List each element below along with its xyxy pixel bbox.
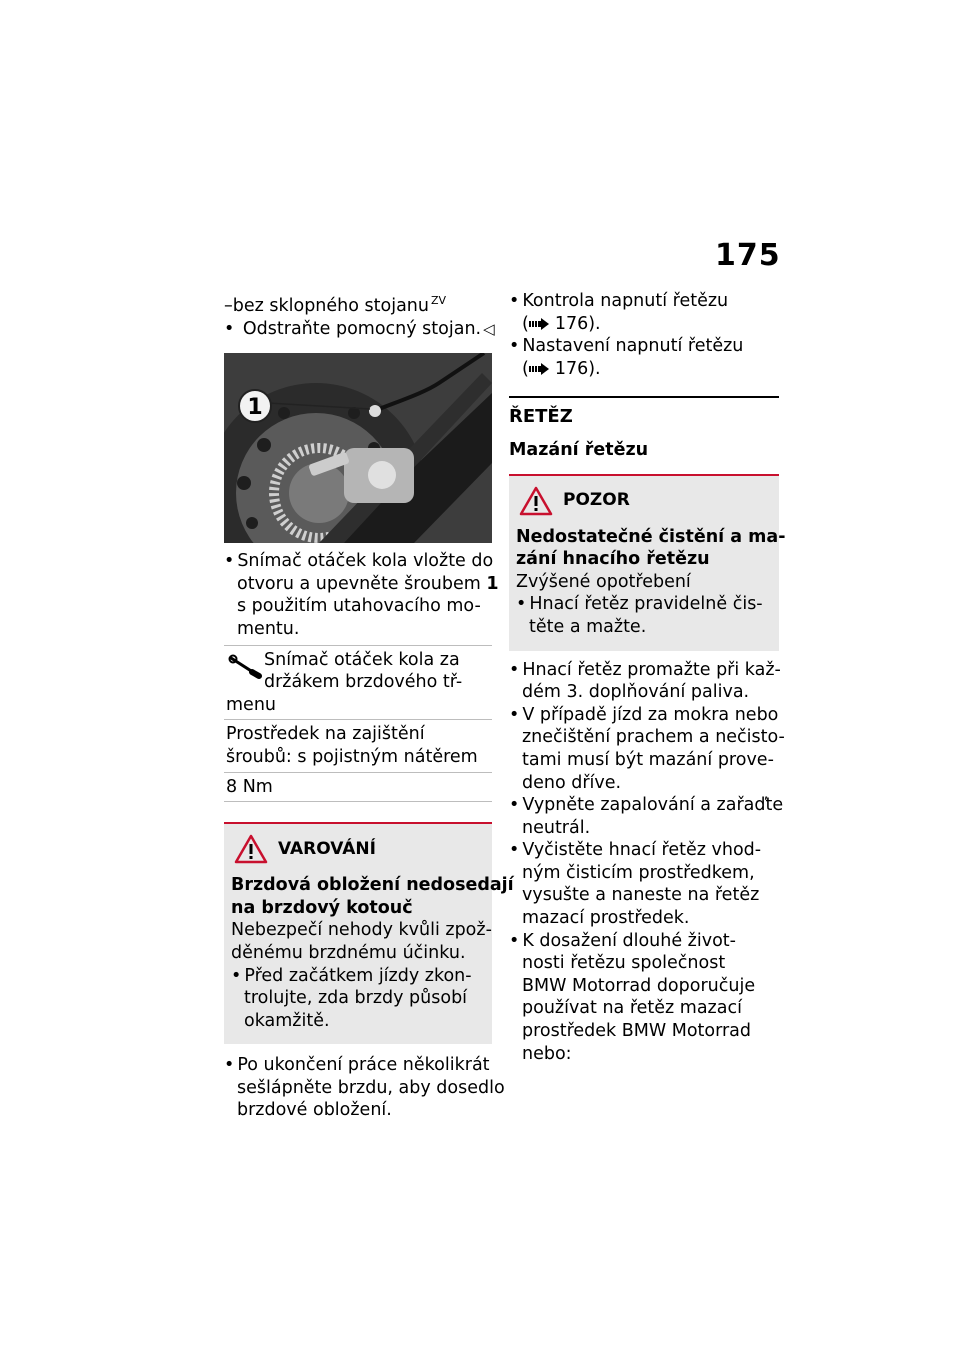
- page-ref-arrow-icon: [529, 363, 549, 375]
- intro-dash-text: –bez sklopného stojanu: [224, 296, 429, 316]
- callout-ref-1: 1: [486, 573, 499, 594]
- warning-heading: Brzdová obložení nedosedají: [231, 875, 514, 896]
- torque-location-line: Snímač otáček kola za: [264, 649, 460, 670]
- page-ref[interactable]: 176).: [554, 313, 601, 334]
- subsection-title: Mazání řetězu: [509, 439, 649, 460]
- warning-text: Nebezpečí nehody kvůli zpož-: [231, 920, 492, 941]
- page-number: 175: [715, 238, 781, 273]
- paren-open: (: [522, 313, 529, 334]
- torque-wrench-icon: [228, 654, 262, 682]
- caution-triangle-icon: [519, 486, 553, 516]
- adjust-ref: [509, 358, 779, 381]
- warning-triangle-icon: [234, 834, 268, 864]
- warning-text: děnému brzdnému účinku.: [231, 942, 466, 963]
- step-line: prostředek BMW Motorrad: [522, 1021, 752, 1042]
- check-chain-tension: • Kontrola napnutí řetězu: [509, 290, 779, 313]
- warning-bullet: • Před začátkem jízdy zkon-: [231, 965, 486, 988]
- torque-location-line: menu: [226, 694, 276, 715]
- sensor-line: mentu.: [237, 618, 300, 639]
- step-line: tami musí být mazání prove-: [522, 749, 774, 770]
- sensor-line-text: otvoru a upevněte šroubem: [237, 573, 481, 594]
- check-ref: [509, 313, 779, 336]
- step-line: • Hnací řetěz promažte při kaž-: [509, 659, 779, 682]
- wheel-sensor-illustration: [224, 353, 492, 543]
- step-line: • K dosažení dlouhé život-: [509, 930, 779, 953]
- page-ref-arrow-icon: [529, 318, 549, 330]
- page-ref[interactable]: 176).: [554, 358, 601, 379]
- step-line: používat na řetěz mazací: [522, 998, 742, 1019]
- step-line: • Vypněte zapalování a zařaďte: [509, 794, 779, 817]
- step-line: mazací prostředek.: [522, 908, 690, 929]
- sensor-line: • Snímač otáček kola vložte do: [224, 550, 492, 573]
- step-line: nebo:: [522, 1043, 572, 1064]
- intro-dash-line: [224, 290, 492, 318]
- adjust-chain-tension: • Nastavení napnutí řetězu: [509, 335, 779, 358]
- caution-title: POZOR: [563, 490, 630, 511]
- warning-header: [234, 834, 486, 864]
- step-line: ným čisticím prostředkem,: [522, 862, 755, 883]
- caution-heading: zání hnacího řetězu: [516, 549, 710, 570]
- caution-text: Zvýšené opotřebení: [516, 571, 691, 592]
- section-divider: [509, 396, 779, 398]
- torque-row-location: [224, 646, 492, 721]
- bullet-stand-text: Odstraňte pomocný stojan.: [242, 318, 482, 339]
- section-title: ŘETĚZ: [509, 406, 573, 428]
- caution-box: [509, 474, 786, 651]
- step-line: neutrál.: [522, 817, 591, 838]
- caution-bullet: těte a mažte.: [529, 616, 647, 637]
- torque-value: 8 Nm: [226, 776, 273, 797]
- warning-title: VAROVÁNÍ: [278, 838, 376, 859]
- warning-box: [224, 822, 514, 1044]
- right-column: [509, 290, 786, 1065]
- caution-header: [519, 486, 773, 516]
- option-sup: ZV: [430, 294, 447, 307]
- step-line: • Vyčistěte hnací řetěz vhod-: [509, 839, 779, 862]
- warning-heading: na brzdový kotouč: [231, 897, 413, 918]
- torque-table: [224, 645, 492, 803]
- torque-location-line: držákem brzdového tř-: [264, 672, 463, 693]
- final-line: sešlápněte brzdu, aby dosedlo: [237, 1077, 505, 1098]
- paren-open: (: [522, 358, 529, 379]
- sensor-line: s použitím utahovacího mo-: [237, 596, 481, 617]
- caution-bullet: • Hnací řetěz pravidelně čis-: [516, 593, 773, 616]
- final-line: • Po ukončení práce několikrát: [224, 1054, 492, 1077]
- torque-row-value: [224, 773, 492, 803]
- torque-row-locking-agent: [224, 720, 492, 772]
- step-line: vysušte a naneste na řetěz: [522, 885, 760, 906]
- sensor-line: [224, 573, 499, 596]
- caution-heading: Nedostatečné čistění a ma-: [516, 526, 786, 547]
- callout-1: 1: [238, 389, 272, 423]
- end-mark: ◁: [483, 319, 495, 338]
- left-column: [224, 290, 514, 1122]
- step-line: deno dříve.: [522, 772, 622, 793]
- final-line: brzdové obložení.: [237, 1100, 392, 1121]
- wheel-sensor-photo: [224, 353, 492, 543]
- locking-agent-line: Prostředek na zajištění: [226, 724, 425, 745]
- step-line: nosti řetězu společnost: [522, 953, 726, 974]
- sensor-instruction: [224, 550, 499, 640]
- warning-bullet: okamžitě.: [244, 1010, 330, 1031]
- final-instruction: [224, 1054, 505, 1122]
- warning-bullet: trolujte, zda brzdy působí: [244, 988, 468, 1009]
- lubrication-steps: [509, 659, 785, 1066]
- step-line: znečištění prachem a nečisto-: [522, 727, 785, 748]
- bullet-stand: [224, 318, 495, 341]
- step-line: BMW Motorrad doporučuje: [522, 975, 756, 996]
- step-line: dém 3. doplňování paliva.: [522, 682, 750, 703]
- locking-agent-line: šroubů: s pojistným nátěrem: [226, 746, 478, 767]
- step-line: • V případě jízd za mokra nebo: [509, 704, 779, 727]
